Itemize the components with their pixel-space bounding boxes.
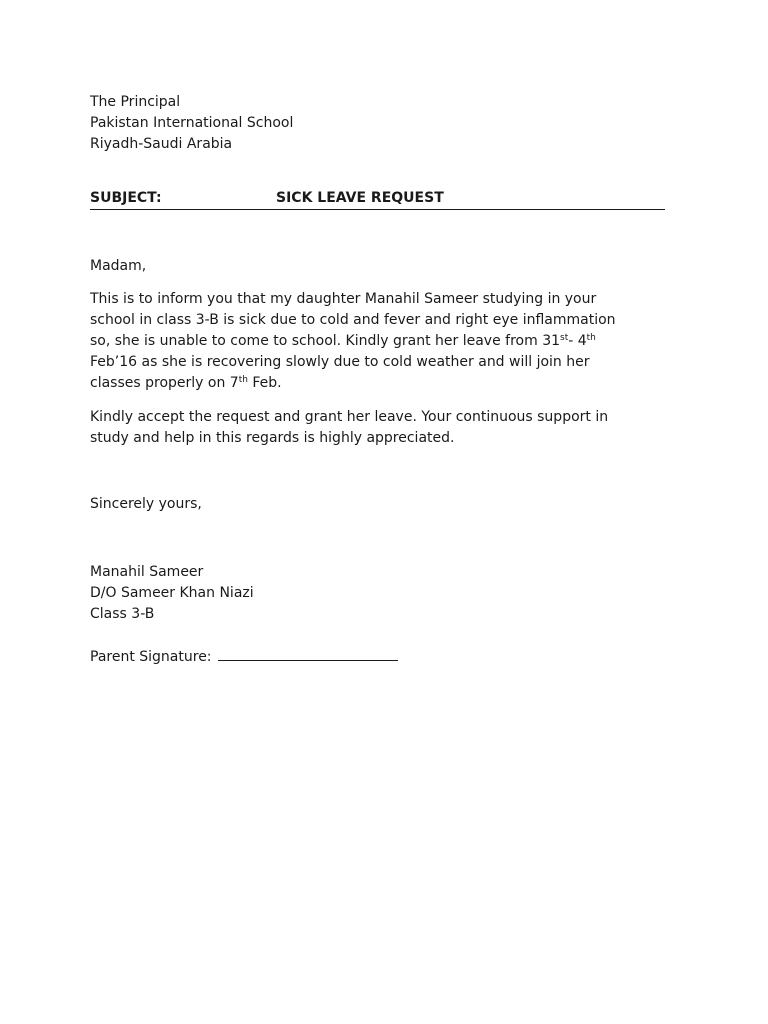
subject-value: SICK LEAVE REQUEST bbox=[276, 190, 444, 206]
signature-label: Parent Signature: bbox=[90, 649, 212, 665]
salutation: Madam, bbox=[90, 258, 147, 274]
signature-line bbox=[218, 646, 398, 661]
sender-relation: D/O Sameer Khan Niazi bbox=[90, 585, 254, 601]
body-paragraph-2 bbox=[90, 407, 680, 449]
body-paragraph-1 bbox=[90, 289, 680, 394]
ordinal-superscript: th bbox=[586, 333, 596, 343]
recipient-location: Riyadh-Saudi Arabia bbox=[90, 136, 233, 152]
ordinal-superscript: st bbox=[560, 333, 569, 343]
sender-class: Class 3-B bbox=[90, 606, 155, 622]
body-text: classes properly on 7 bbox=[90, 375, 239, 391]
body-line: study and help in this regards is highly appreciated. bbox=[90, 430, 455, 446]
body-text: so, she is unable to come to school. Kindly grant her leave from 31 bbox=[90, 333, 561, 349]
body-line bbox=[90, 331, 680, 352]
ordinal-superscript: th bbox=[238, 375, 248, 385]
recipient-school: Pakistan International School bbox=[90, 115, 294, 131]
body-line bbox=[90, 373, 680, 394]
body-line: Kindly accept the request and grant her leave. Your continuous support in bbox=[90, 409, 609, 425]
closing: Sincerely yours, bbox=[90, 496, 202, 512]
body-line: school in class 3-B is sick due to cold and fever and right eye inflammation bbox=[90, 312, 616, 328]
sender-name: Manahil Sameer bbox=[90, 564, 204, 580]
recipient-title: The Principal bbox=[90, 94, 181, 110]
parent-signature-row bbox=[90, 646, 398, 668]
subject-line bbox=[90, 188, 665, 210]
body-text: - 4 bbox=[568, 333, 587, 349]
body-line: This is to inform you that my daughter Manahil Sameer studying in your bbox=[90, 291, 597, 307]
body-text: Feb. bbox=[247, 375, 282, 391]
subject-label: SUBJECT: bbox=[90, 190, 162, 206]
body-line: Feb’16 as she is recovering slowly due to cold weather and will join her bbox=[90, 354, 590, 370]
